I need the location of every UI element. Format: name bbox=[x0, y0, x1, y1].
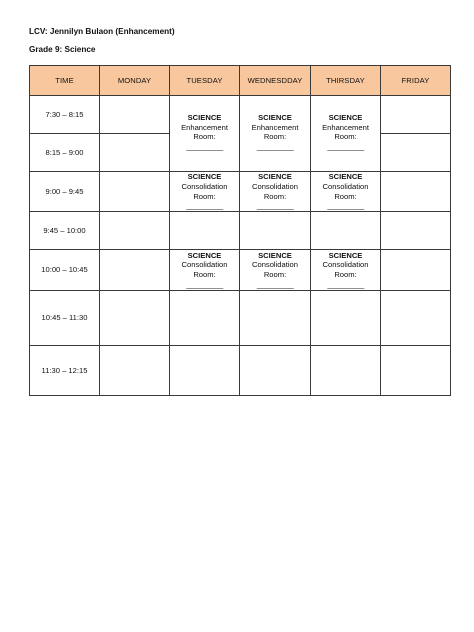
subject-label: SCIENCE bbox=[328, 113, 363, 122]
subject-label: SCIENCE bbox=[187, 250, 222, 260]
wednesday-consolidation-cell bbox=[240, 250, 311, 291]
subject-label: SCIENCE bbox=[187, 113, 222, 122]
table-row bbox=[30, 346, 451, 396]
room-label: Room: bbox=[193, 132, 216, 142]
thursday-consolidation-cell bbox=[311, 250, 381, 291]
wednesday-enhancement-cell bbox=[240, 96, 311, 172]
room-blank: __________ bbox=[186, 201, 223, 211]
session-type: Consolidation bbox=[322, 181, 369, 191]
room-blank: __________ bbox=[256, 279, 294, 289]
col-header-monday: MONDAY bbox=[100, 66, 170, 96]
room-label: Room: bbox=[263, 270, 287, 279]
tuesday-consolidation-cell bbox=[170, 172, 240, 212]
monday-cell bbox=[100, 346, 170, 396]
table-row bbox=[30, 291, 451, 346]
col-header-friday: FRIDAY bbox=[381, 66, 451, 96]
room-blank: __________ bbox=[327, 141, 364, 151]
lcv-heading: LCV: Jennilyn Bulaon (Enhancement) bbox=[29, 27, 175, 36]
thursday-consolidation-cell bbox=[311, 172, 381, 212]
room-label: Room: bbox=[334, 191, 357, 201]
col-header-tuesday: TUESDAY bbox=[170, 66, 240, 96]
room-label: Room: bbox=[334, 132, 357, 142]
monday-cell bbox=[100, 172, 170, 212]
wednesday-cell bbox=[240, 291, 311, 346]
session-type: Consolidation bbox=[322, 260, 369, 270]
session-type: Consolidation bbox=[181, 260, 228, 270]
friday-cell bbox=[381, 291, 451, 346]
time-cell: 10:45 – 11:30 bbox=[30, 291, 100, 346]
monday-cell bbox=[100, 212, 170, 250]
room-label: Room: bbox=[334, 270, 357, 279]
grade-heading: Grade 9: Science bbox=[29, 45, 96, 54]
room-blank: __________ bbox=[186, 141, 223, 151]
header-row bbox=[30, 66, 451, 96]
room-blank: __________ bbox=[256, 141, 294, 151]
monday-cell bbox=[100, 96, 170, 134]
session-type: Consolidation bbox=[251, 260, 298, 270]
time-cell: 7:30 – 8:15 bbox=[30, 96, 100, 134]
col-header-time: TIME bbox=[30, 66, 100, 96]
wednesday-cell bbox=[240, 212, 311, 250]
monday-cell bbox=[100, 291, 170, 346]
wednesday-cell bbox=[240, 346, 311, 396]
room-label: Room: bbox=[263, 132, 287, 142]
session-type: Consolidation bbox=[251, 181, 298, 191]
thursday-cell bbox=[311, 291, 381, 346]
session-type: Consolidation bbox=[181, 181, 228, 191]
room-blank: __________ bbox=[256, 201, 294, 211]
thursday-enhancement-cell bbox=[311, 96, 381, 172]
friday-cell bbox=[381, 250, 451, 291]
friday-cell bbox=[381, 212, 451, 250]
time-cell: 9:45 – 10:00 bbox=[30, 212, 100, 250]
col-header-wednesday: WEDNESDDAY bbox=[240, 66, 311, 96]
time-cell: 8:15 – 9:00 bbox=[30, 134, 100, 172]
friday-cell bbox=[381, 96, 451, 134]
session-type: Enhancement bbox=[322, 122, 369, 132]
session-type: Enhancement bbox=[251, 122, 299, 132]
tuesday-cell bbox=[170, 346, 240, 396]
table-row bbox=[30, 250, 451, 291]
thursday-cell bbox=[311, 212, 381, 250]
thursday-cell bbox=[311, 346, 381, 396]
table-row bbox=[30, 96, 451, 134]
time-cell: 9:00 – 9:45 bbox=[30, 172, 100, 212]
subject-label: SCIENCE bbox=[258, 113, 292, 122]
subject-label: SCIENCE bbox=[328, 250, 363, 260]
monday-cell bbox=[100, 134, 170, 172]
room-blank: __________ bbox=[327, 201, 364, 211]
time-cell: 11:30 – 12:15 bbox=[30, 346, 100, 396]
tuesday-cell bbox=[170, 212, 240, 250]
friday-cell bbox=[381, 172, 451, 212]
subject-label: SCIENCE bbox=[187, 172, 222, 182]
subject-label: SCIENCE bbox=[328, 172, 363, 182]
subject-label: SCIENCE bbox=[258, 250, 292, 260]
room-label: Room: bbox=[193, 191, 216, 201]
time-cell: 10:00 – 10:45 bbox=[30, 250, 100, 291]
friday-cell bbox=[381, 346, 451, 396]
room-blank: __________ bbox=[186, 279, 223, 289]
tuesday-consolidation-cell bbox=[170, 250, 240, 291]
col-header-thursday: THIRSDAY bbox=[311, 66, 381, 96]
table-row bbox=[30, 172, 451, 212]
table-row bbox=[30, 212, 451, 250]
tuesday-enhancement-cell bbox=[170, 96, 240, 172]
monday-cell bbox=[100, 250, 170, 291]
tuesday-cell bbox=[170, 291, 240, 346]
room-blank: __________ bbox=[327, 279, 364, 289]
room-label: Room: bbox=[193, 270, 216, 279]
subject-label: SCIENCE bbox=[258, 172, 292, 182]
session-type: Enhancement bbox=[181, 122, 228, 132]
schedule-table bbox=[29, 65, 451, 396]
wednesday-consolidation-cell bbox=[240, 172, 311, 212]
room-label: Room: bbox=[263, 191, 287, 201]
friday-cell bbox=[381, 134, 451, 172]
